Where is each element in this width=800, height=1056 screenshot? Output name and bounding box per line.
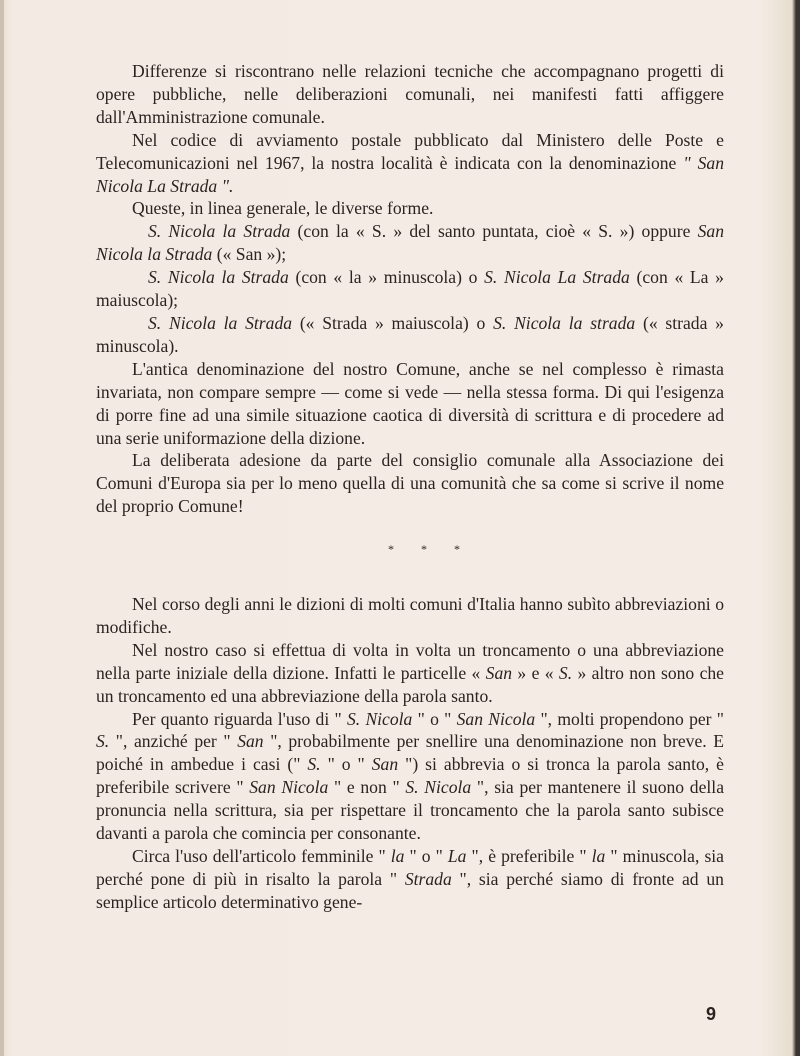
paragraph-association: La deliberata adesione da parte del consiglio comunale alla Associazione dei Comuni d'Europa sia per lo meno quella di una comunità che sa come si scrive il nome del proprio Comune!	[96, 450, 724, 517]
use-text-e: ", probabilmente per snellire una denominazione non breve. E poiché in ambedue i casi ("	[96, 731, 725, 775]
form-3-end: (« strada » minuscola).	[96, 312, 724, 356]
use-text-d: ", anziché per "	[109, 731, 238, 752]
form-1-name: S. Nicola la Strada	[148, 221, 291, 242]
article-text-b: " o "	[404, 846, 448, 866]
form-variant-3	[96, 312, 724, 358]
use-san-nicola-2: San Nicola	[249, 777, 329, 798]
postal-code-text: Nel codice di avviamento postale pubblicato dal Ministero delle Poste e Telecomunicazioni nel 1967, la nostra località è indicata con la denominazione	[96, 129, 724, 173]
page-body	[96, 60, 724, 914]
paragraph-forms-intro: Queste, in linea generale, le diverse forme.	[132, 198, 434, 219]
case-s: S.	[558, 662, 573, 683]
case-text-c: » altro non sono che un troncamento ed una abbreviazione della parola santo.	[96, 662, 724, 706]
form-variant-1	[96, 220, 724, 266]
use-san-2: San	[371, 754, 399, 775]
paragraph-abbreviations: Nel corso degli anni le dizioni di molti comuni d'Italia hanno subìto abbreviazioni o modifiche.	[96, 594, 724, 637]
form-1-text: (con la « S. » del santo puntata, cioè « S. ») oppure	[290, 221, 698, 242]
use-text-i: ", sia per mantenere il suono della pronuncia nella scrittura, sia per rispettare il troncamento che la parola santo subisce davanti a parola che comincia per consonante.	[96, 777, 724, 844]
form-3-alt: S. Nicola la strada	[493, 312, 636, 333]
case-text-b: » e «	[512, 662, 559, 683]
use-text-f: " o "	[320, 754, 372, 775]
form-2-text: (con « la » minuscola) o	[288, 267, 485, 288]
form-3-text: (« Strada » maiuscola) o	[292, 312, 494, 333]
use-s-nicola-2: S. Nicola	[405, 777, 472, 798]
section-separator: * * *	[388, 542, 472, 557]
form-2-name: S. Nicola la Strada	[148, 267, 289, 288]
paragraph-ancient-name: L'antica denominazione del nostro Comune, anche se nel complesso è rimasta invariata, non compare sempre — come si vede — nella stessa forma. Di qui l'esigenza di porre fine ad una simile situazione caotica di diversità di scrittura e di procedere ad una serie uniformazione della dizione.	[96, 358, 724, 448]
use-s-nicola: S. Nicola	[346, 708, 413, 729]
use-text-b: " o "	[412, 708, 457, 729]
article-text-a: Circa l'uso dell'articolo femminile "	[132, 846, 391, 866]
paragraph-differences: Differenze si riscontrano nelle relazioni tecniche che accompagnano progetti di opere pubbliche, nelle deliberazioni comunali, nei manifesti fatti affiggere dall'Amministrazione comunale.	[96, 61, 724, 127]
form-1-end: (« San »);	[212, 244, 287, 265]
article-La: La	[447, 846, 467, 866]
article-text-d: " minuscola, sia perché pone di più in risalto la parola "	[96, 846, 724, 889]
use-san: San	[237, 731, 264, 752]
paragraph-usage	[96, 708, 724, 845]
paragraph-article	[96, 845, 724, 914]
article-la-2: la	[591, 846, 606, 866]
page-left-edge	[0, 0, 4, 1056]
paragraph-postal-code	[96, 129, 724, 198]
article-strada: Strada	[404, 868, 452, 889]
case-text-a: Nel nostro caso si effettua di volta in volta un troncamento o una abbreviazione nella parte iniziale della dizione. Infatti le particelle «	[96, 639, 724, 683]
use-s: S.	[96, 731, 110, 752]
use-text-h: " e non "	[328, 777, 406, 798]
use-san-nicola: San Nicola	[456, 708, 536, 729]
article-text-e: ", sia perché siamo di fronte ad un semplice articolo determinativo gene-	[96, 868, 724, 912]
use-s-2: S.	[307, 754, 321, 775]
form-variant-2	[96, 266, 724, 312]
paragraph-our-case	[96, 639, 724, 708]
postal-name: " San Nicola La Strada ".	[96, 152, 724, 196]
page-number: 9	[706, 1004, 717, 1024]
use-text-c: ", molti propendono per "	[535, 708, 724, 729]
article-text-c: ", è preferibile "	[466, 846, 592, 866]
use-text-a: Per quanto riguarda l'uso di "	[132, 708, 347, 729]
form-2-end: (con « La » maiuscola);	[96, 267, 724, 311]
case-san: San	[485, 662, 513, 683]
form-2-alt: S. Nicola La Strada	[484, 267, 630, 288]
form-1-alt: San Nicola la Strada	[96, 221, 724, 265]
form-3-name: S. Nicola la Strada	[148, 312, 293, 333]
article-la: la	[390, 846, 405, 866]
use-text-g: ") si abbrevia o si tronca la parola santo, è preferibile scrivere "	[96, 754, 724, 798]
